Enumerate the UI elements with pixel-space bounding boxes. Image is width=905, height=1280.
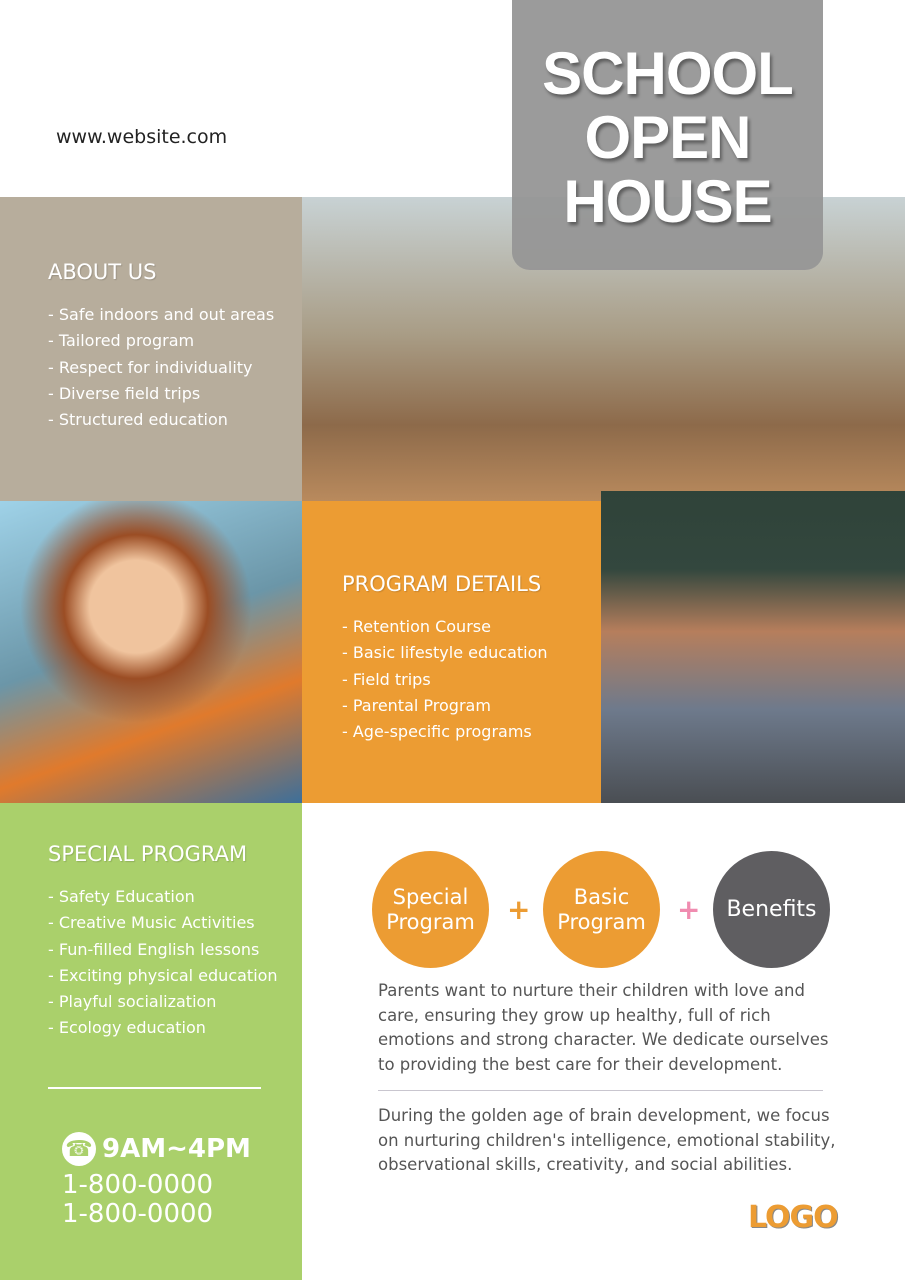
benefits-circle: Benefits xyxy=(713,851,830,968)
special-item: - Playful socialization xyxy=(48,989,278,1015)
about-us-section xyxy=(0,197,302,501)
title-line: SCHOOL xyxy=(542,40,793,107)
program-item: - Field trips xyxy=(342,667,548,693)
special-item: - Ecology education xyxy=(48,1015,278,1041)
plus-icon: + xyxy=(677,893,701,926)
intro-paragraph: Parents want to nurture their children with love and care, ensuring they grow up healthy, full of rich emotions and strong character. We dedicate ourselves to providing the best care for their development. xyxy=(378,981,829,1074)
title-line: OPEN xyxy=(584,104,751,171)
program-details-section xyxy=(302,501,601,803)
special-program-circle: Special Program xyxy=(372,851,489,968)
special-heading: SPECIAL PROGRAM xyxy=(48,842,248,866)
phone-icon: ☎ xyxy=(62,1132,96,1166)
phone-number[interactable]: 1-800-0000 xyxy=(62,1170,214,1200)
basic-program-circle: Basic Program xyxy=(543,851,660,968)
program-item: - Parental Program xyxy=(342,693,548,719)
about-item: - Respect for individuality xyxy=(48,355,274,381)
about-item: - Safe indoors and out areas xyxy=(48,302,274,328)
divider xyxy=(378,1090,823,1091)
special-item: - Exciting physical education xyxy=(48,963,278,989)
hours xyxy=(62,1132,251,1166)
special-item: - Creative Music Activities xyxy=(48,910,278,936)
logo: LOGO xyxy=(748,1200,838,1235)
about-item: - Tailored program xyxy=(48,328,274,354)
smiling-girl-photo xyxy=(0,501,302,803)
hours-text: 9AM~4PM xyxy=(102,1134,251,1164)
classroom-photo xyxy=(601,491,905,803)
program-heading: PROGRAM DETAILS xyxy=(342,572,542,596)
about-item: - Diverse field trips xyxy=(48,381,274,407)
special-item: - Safety Education xyxy=(48,884,278,910)
title-line: HOUSE xyxy=(563,168,772,235)
program-item: - Basic lifestyle education xyxy=(342,640,548,666)
website-url[interactable]: www.website.com xyxy=(56,126,228,148)
plus-icon: + xyxy=(507,893,531,926)
title-box xyxy=(512,0,823,270)
phone-number[interactable]: 1-800-0000 xyxy=(62,1199,214,1229)
divider xyxy=(48,1087,261,1089)
about-item: - Structured education xyxy=(48,407,274,433)
special-item: - Fun-filled English lessons xyxy=(48,937,278,963)
program-item: - Retention Course xyxy=(342,614,548,640)
program-item: - Age-specific programs xyxy=(342,719,548,745)
about-heading: ABOUT US xyxy=(48,260,157,284)
development-paragraph: During the golden age of brain development, we focus on nurturing children's intelligence, emotional stability, observational skills, creativity, and social abilities. xyxy=(378,1106,836,1174)
